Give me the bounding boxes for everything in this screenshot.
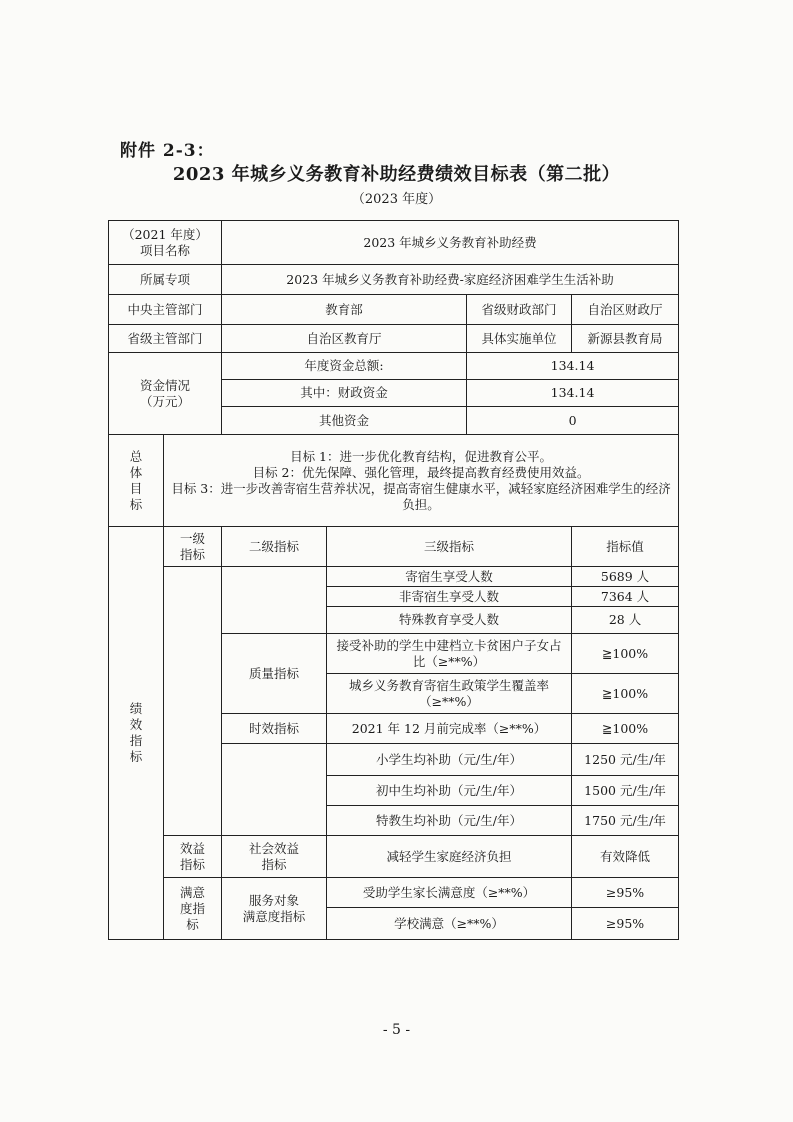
prov-finance-value: 自治区财政厅 — [572, 295, 679, 325]
table-row-level3: 非寄宿生享受人数 — [327, 587, 572, 607]
overall-goals-label: 总 体 目 标 — [109, 435, 164, 527]
goal-line: 目标 2：优先保障、强化管理，最终提高教育经费使用效益。 — [252, 464, 590, 480]
table-row-value: ≧100% — [572, 634, 679, 674]
table-row-level3: 2021 年 12 月前完成率（≥**%） — [327, 714, 572, 744]
level2-social-benefit: 社会效益 指标 — [222, 836, 327, 878]
performance-target-table — [108, 220, 679, 940]
level2-quantity-cell — [222, 567, 327, 634]
impl-unit-label: 具体实施单位 — [467, 325, 572, 353]
table-row-level3: 学校满意（≥**%） — [327, 908, 572, 940]
funds-other-value: 0 — [467, 407, 679, 435]
special-project-value: 2023 年城乡义务教育补助经费-家庭经济困难学生生活补助 — [222, 265, 679, 295]
attachment-label: 附件 2-3： — [120, 141, 215, 161]
header-value: 指标值 — [572, 527, 679, 567]
table-row-value: 1750 元/生/年 — [572, 806, 679, 836]
level2-timeliness: 时效指标 — [222, 714, 327, 744]
impl-unit-value: 新源县教育局 — [572, 325, 679, 353]
header-level1: 一级 指标 — [164, 527, 222, 567]
perf-indicators-label: 绩 效 指 标 — [109, 527, 164, 940]
goal-line: 目标 3：进一步改善寄宿生营养状况，提高寄宿生健康水平，减轻家庭经济困难学生的经济负担。 — [171, 480, 671, 512]
project-name-label: （2021 年度） 项目名称 — [109, 221, 222, 265]
table-row-value: 5689 人 — [572, 567, 679, 587]
table-row-level3: 特殊教育享受人数 — [327, 607, 572, 634]
table-row-level3: 寄宿生享受人数 — [327, 567, 572, 587]
special-project-label: 所属专项 — [109, 265, 222, 295]
table-row-level3: 特教生均补助（元/生/年） — [327, 806, 572, 836]
level1-satisfaction: 满意 度指 标 — [164, 878, 222, 940]
table-row-value: 有效降低 — [572, 836, 679, 878]
header-level2: 二级指标 — [222, 527, 327, 567]
table-row-value: ≥95% — [572, 878, 679, 908]
year-label: （2023 年度） — [351, 192, 442, 207]
funds-fiscal-value: 134.14 — [467, 380, 679, 407]
table-row-value: 7364 人 — [572, 587, 679, 607]
table-row-level3: 受助学生家长满意度（≥**%） — [327, 878, 572, 908]
table-row-value: 28 人 — [572, 607, 679, 634]
header-level3: 三级指标 — [327, 527, 572, 567]
table-row-value: 1250 元/生/年 — [572, 744, 679, 776]
funds-total-label: 年度资金总额: — [222, 353, 467, 380]
table-row-value: ≥95% — [572, 908, 679, 940]
prov-dept-value: 自治区教育厅 — [222, 325, 467, 353]
funds-label: 资金情况 （万元） — [109, 353, 222, 435]
level2-cost-cell — [222, 744, 327, 836]
table-row-level3: 城乡义务教育寄宿生政策学生覆盖率（≥**%） — [327, 674, 572, 714]
table-row-value: 1500 元/生/年 — [572, 776, 679, 806]
prov-finance-label: 省级财政部门 — [467, 295, 572, 325]
level2-service-satisfaction: 服务对象 满意度指标 — [222, 878, 327, 940]
table-row-value: ≧100% — [572, 674, 679, 714]
level2-quality: 质量指标 — [222, 634, 327, 714]
project-name-value: 2023 年城乡义务教育补助经费 — [222, 221, 679, 265]
funds-other-label: 其他资金 — [222, 407, 467, 435]
level1-benefit: 效益 指标 — [164, 836, 222, 878]
table-row-level3: 减轻学生家庭经济负担 — [327, 836, 572, 878]
table-row-level3: 小学生均补助（元/生/年） — [327, 744, 572, 776]
table-row-value: ≧100% — [572, 714, 679, 744]
page-number: - 5 - — [382, 1022, 411, 1038]
table-row-level3: 初中生均补助（元/生/年） — [327, 776, 572, 806]
level1-output-cell — [164, 567, 222, 836]
funds-fiscal-label: 其中：财政资金 — [222, 380, 467, 407]
overall-goals-text — [164, 435, 679, 527]
page-title: 2023 年城乡义务教育补助经费绩效目标表（第二批） — [172, 164, 621, 185]
goal-line: 目标 1：进一步优化教育结构，促进教育公平。 — [290, 448, 552, 464]
funds-total-value: 134.14 — [467, 353, 679, 380]
table-row-level3: 接受补助的学生中建档立卡贫困户子女占比（≥**%） — [327, 634, 572, 674]
central-dept-value: 教育部 — [222, 295, 467, 325]
central-dept-label: 中央主管部门 — [109, 295, 222, 325]
prov-dept-label: 省级主管部门 — [109, 325, 222, 353]
